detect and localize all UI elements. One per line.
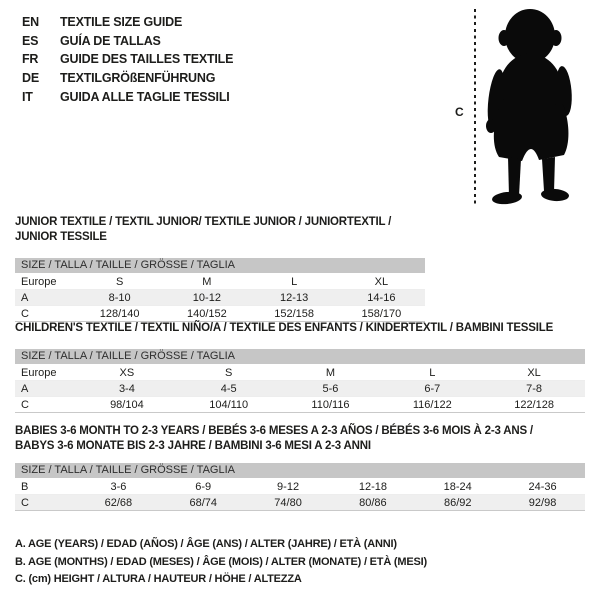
size-table-junior: [15, 215, 425, 322]
row-cell: 152/158: [274, 308, 314, 320]
legend-item: A. AGE (YEARS) / EDAD (AÑOS) / ÂGE (ANS) / ALTER (JAHRE) / ETÀ (ANNI): [15, 538, 397, 550]
row-cell: 116/122: [412, 399, 452, 411]
row-cell: L: [291, 276, 298, 288]
row-cell: 12-18: [358, 481, 387, 493]
row-cell: L: [429, 367, 436, 379]
row-cell: 110/116: [311, 399, 350, 411]
language-code: FR: [22, 52, 39, 67]
table-row: [15, 365, 585, 381]
toddler-silhouette-icon: [486, 7, 578, 207]
row-cell: M: [202, 276, 212, 288]
row-cell: 8-10: [108, 292, 131, 304]
language-code: IT: [22, 89, 33, 104]
row-cell: XS: [119, 367, 135, 379]
row-label: C: [21, 308, 29, 320]
row-cell: XL: [374, 276, 389, 288]
table-title-line: BABYS 3-6 MONATE BIS 2-3 JAHRE / BAMBINI 3-6 MESI A 2-3 ANNI: [15, 440, 371, 452]
row-label: B: [21, 481, 29, 493]
row-cell: 6-9: [195, 481, 212, 493]
row-cell: 3-4: [118, 383, 135, 395]
table-row: [15, 495, 585, 511]
language-code: ES: [22, 33, 39, 48]
language-label: TEXTILE SIZE GUIDE: [60, 15, 183, 29]
row-cell: 24-36: [528, 481, 557, 493]
row-cell: 158/170: [361, 308, 402, 320]
language-row: [22, 50, 233, 69]
table-row: [15, 274, 425, 290]
row-cell: 86/92: [443, 497, 472, 509]
table-rows: [15, 479, 585, 511]
legend-list: [15, 536, 427, 589]
table-rows: [15, 274, 425, 322]
row-cell: 92/98: [528, 497, 557, 509]
size-table-children: [15, 321, 585, 413]
row-label: C: [21, 399, 29, 411]
language-code: DE: [22, 71, 39, 86]
row-label: C: [21, 497, 29, 509]
row-cell: S: [225, 367, 233, 379]
legend-item: B. AGE (MONTHS) / EDAD (MESES) / ÂGE (MOIS) / ALTER (MONATE) / ETÀ (MESI): [15, 555, 427, 568]
table-row: [15, 479, 585, 495]
size-header-bar: SIZE / TALLA / TAILLE / GRÖSSE / TAGLIA: [15, 258, 425, 273]
row-cell: 68/74: [189, 497, 217, 509]
row-cell: 122/128: [514, 399, 554, 411]
table-title: [15, 215, 425, 245]
language-label: GUIDA ALLE TAGLIE TESSILI: [60, 89, 230, 104]
row-cell: 4-5: [220, 383, 237, 395]
row-cell: 80/86: [359, 497, 387, 509]
height-measure-line: [474, 9, 476, 206]
table-row: [15, 381, 585, 397]
legend-item: C. (cm) HEIGHT / ALTURA / HAUTEUR / HÖHE / ALTEZZA: [15, 573, 302, 586]
language-list: [22, 13, 233, 107]
row-cell: 18-24: [443, 481, 472, 493]
row-cell: 12-13: [280, 292, 309, 304]
row-cell: 140/152: [186, 308, 227, 320]
language-label: GUIDE DES TAILLES TEXTILE: [60, 52, 234, 67]
table-row: [15, 290, 425, 306]
row-cell: 128/140: [99, 308, 140, 320]
height-measure-label: C: [455, 105, 464, 119]
table-title: [15, 321, 585, 336]
row-cell: 7-8: [526, 383, 543, 395]
row-cell: XL: [527, 367, 541, 379]
language-label: GUÍA DE TALLAS: [60, 33, 161, 48]
row-cell: S: [115, 276, 124, 288]
row-cell: 6-7: [424, 383, 441, 395]
language-label: TEXTILGRÖßENFÜHRUNG: [60, 71, 216, 86]
row-label: Europe: [21, 367, 57, 379]
language-code: EN: [22, 15, 39, 29]
row-cell: 62/68: [104, 497, 133, 509]
table-title-line: JUNIOR TEXTILE / TEXTIL JUNIOR/ TEXTILE JUNIOR / JUNIORTEXTIL / JUNIOR TESSILE: [15, 216, 392, 243]
table-title-line: BABIES 3-6 MONTH TO 2-3 YEARS / BEBÉS 3-6 MESES A 2-3 AÑOS / BÉBÉS 3-6 MOIS À 2-3 ANS /: [15, 425, 533, 437]
row-cell: 5-6: [322, 383, 339, 395]
row-label: Europe: [21, 276, 57, 288]
size-table-babies: [15, 424, 585, 511]
table-row: [15, 306, 425, 322]
row-cell: M: [325, 367, 336, 379]
table-title: [15, 424, 585, 454]
row-cell: 74/80: [274, 497, 302, 509]
row-cell: 104/110: [209, 399, 249, 411]
table-rows: [15, 365, 585, 413]
row-cell: 98/104: [110, 399, 144, 411]
row-cell: 14-16: [367, 292, 396, 304]
row-label: A: [21, 383, 29, 395]
size-header-bar: SIZE / TALLA / TAILLE / GRÖSSE / TAGLIA: [15, 349, 585, 364]
row-cell: 3-6: [110, 481, 127, 493]
size-header-bar: SIZE / TALLA / TAILLE / GRÖSSE / TAGLIA: [15, 463, 585, 478]
row-label: A: [21, 292, 29, 304]
row-cell: 9-12: [277, 481, 300, 493]
language-row: [22, 88, 233, 107]
table-row: [15, 397, 585, 413]
table-title-line: CHILDREN'S TEXTILE / TEXTIL NIÑO/A / TEXTILE DES ENFANTS / KINDERTEXTIL / BAMBINI TESSILE: [15, 322, 554, 334]
language-row: [22, 32, 233, 51]
language-row: [22, 69, 233, 88]
language-row: [22, 13, 233, 32]
row-cell: 10-12: [192, 292, 221, 304]
